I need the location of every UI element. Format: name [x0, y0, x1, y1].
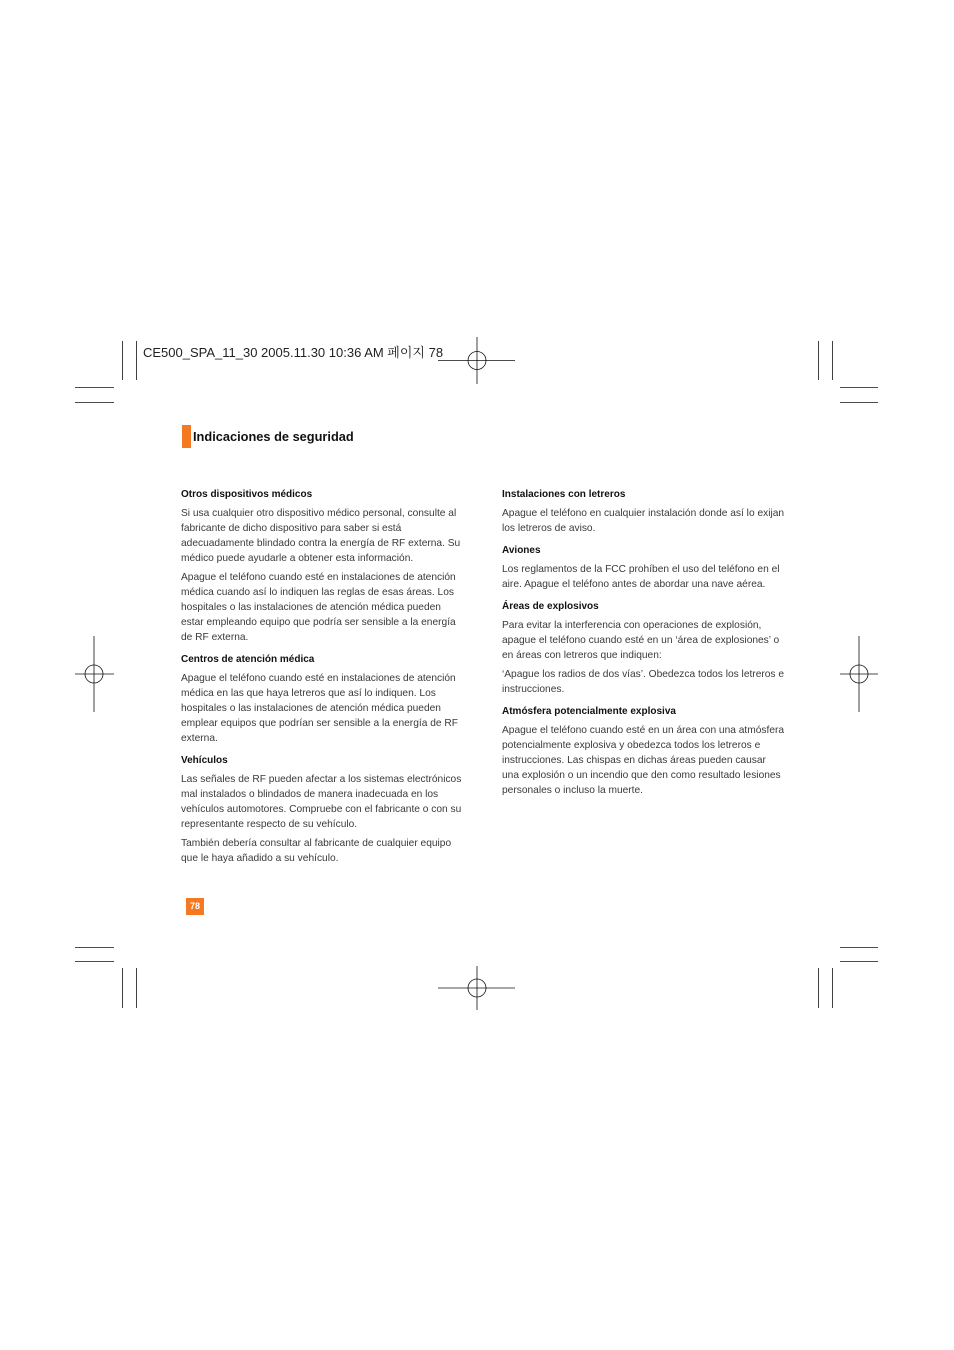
text-line: mal instalados o blindados de manera inadecuada en los — [181, 789, 439, 800]
text-line: aire. Apague el teléfono antes de abordar una nave aérea. — [502, 579, 766, 590]
registration-mark-right — [840, 636, 878, 712]
registration-mark-bottom — [438, 966, 515, 1010]
text-line: Para evitar la interferencia con operaciones de explosión, — [502, 620, 762, 631]
section-heading: Vehículos — [181, 755, 228, 766]
text-line: externa. — [181, 733, 218, 744]
text-line: que le haya añadido a su vehículo. — [181, 853, 339, 864]
right-column — [502, 487, 784, 798]
text-line: apague el teléfono cuando esté en un ‘área de explosiones’ o — [502, 635, 780, 646]
section-aviones — [502, 543, 784, 592]
text-line: potencialmente explosiva y obedezca todos los letreros e — [502, 740, 761, 751]
registration-mark-left — [75, 636, 114, 712]
text-line: Apague el teléfono cuando esté en un área con una atmósfera — [502, 725, 785, 736]
crop-mark-bottom-right — [819, 948, 879, 1009]
section-otros-dispositivos-medicos — [181, 487, 461, 645]
text-line: instrucciones. Las chispas en dichas áreas pueden causar — [502, 755, 766, 766]
paragraph — [181, 671, 461, 746]
text-line: Apague el teléfono cuando esté en instalaciones de atención — [181, 572, 456, 583]
section-title-accent-bar — [182, 425, 191, 448]
registration-mark-top — [438, 337, 515, 384]
paragraph — [181, 506, 461, 566]
text-line: los letreros de aviso. — [502, 523, 596, 534]
text-line: hospitales o las instalaciones de atención médica pueden — [181, 602, 441, 613]
crop-mark-bottom-left — [75, 948, 137, 1009]
section-heading: Centros de atención médica — [181, 654, 315, 665]
section-heading: Áreas de explosivos — [502, 601, 599, 612]
text-line: emplear equipos que podrían ser sensible a la energía de RF — [181, 718, 458, 729]
text-line: una explosión o un incendio que den como resultado lesiones — [502, 770, 781, 781]
paragraph — [181, 772, 461, 832]
paragraph — [502, 723, 784, 798]
text-line: Los reglamentos de la FCC prohíben el uso del teléfono en el — [502, 564, 780, 575]
text-line: médico puede ayudarle a obtener esta información. — [181, 553, 414, 564]
paragraph — [502, 667, 784, 697]
text-line: Las señales de RF pueden afectar a los sistemas electrónicos — [181, 774, 462, 785]
section-vehiculos — [181, 753, 461, 866]
text-line: adecuadamente blindado contra la energía de RF externa. Su — [181, 538, 461, 549]
crop-mark-top-left — [75, 341, 137, 403]
text-line: médica en las que haya letreros que así lo indiquen. Los — [181, 688, 436, 699]
page-title: Indicaciones de seguridad — [193, 429, 354, 444]
section-instalaciones-con-letreros — [502, 487, 784, 536]
text-line: instrucciones. — [502, 684, 565, 695]
section-heading: Otros dispositivos médicos — [181, 489, 313, 500]
section-centros-de-atencion-medica — [181, 652, 461, 746]
section-areas-de-explosivos — [502, 599, 784, 697]
paragraph — [502, 618, 784, 663]
text-line: Si usa cualquier otro dispositivo médico personal, consulte al — [181, 508, 457, 519]
text-line: Apague el teléfono en cualquier instalación donde así lo exijan — [502, 508, 785, 519]
section-heading: Atmósfera potencialmente explosiva — [502, 706, 676, 717]
text-line: Apague el teléfono cuando esté en instalaciones de atención — [181, 673, 456, 684]
text-line: ‘Apague los radios de dos vías’. Obedezca todos los letreros e — [502, 669, 785, 680]
paragraph — [502, 562, 784, 592]
text-line: de RF externa. — [181, 632, 249, 643]
print-slug: CE500_SPA_11_30 2005.11.30 10:36 AM 페이지 78 — [143, 345, 444, 360]
text-line: También debería consultar al fabricante de cualquier equipo — [181, 838, 452, 849]
text-line: hospitales o las instalaciones de atención médica pueden — [181, 703, 441, 714]
text-line: estar empleando equipo que podría ser sensible a la energía — [181, 617, 456, 628]
section-heading: Instalaciones con letreros — [502, 489, 626, 500]
page-number-badge: 78 — [186, 898, 204, 915]
text-line: representante respecto de su vehículo. — [181, 819, 358, 830]
left-column — [181, 487, 461, 866]
section-atmosfera-potencialmente-explosiva — [502, 704, 784, 798]
paragraph — [181, 836, 461, 866]
crop-mark-top-right — [819, 341, 879, 403]
text-line: vehículos automotores. Compruebe con el fabricante o con su — [181, 804, 462, 815]
section-heading: Aviones — [502, 545, 541, 556]
text-line: médica cuando así lo indiquen las reglas de esas áreas. Los — [181, 587, 454, 598]
text-line: en áreas con letreros que indiquen: — [502, 650, 662, 661]
paragraph — [181, 570, 461, 645]
paragraph — [502, 506, 784, 536]
text-line: fabricante de dicho dispositivo para saber si está — [181, 523, 402, 534]
text-line: personales o incluso la muerte. — [502, 785, 644, 796]
